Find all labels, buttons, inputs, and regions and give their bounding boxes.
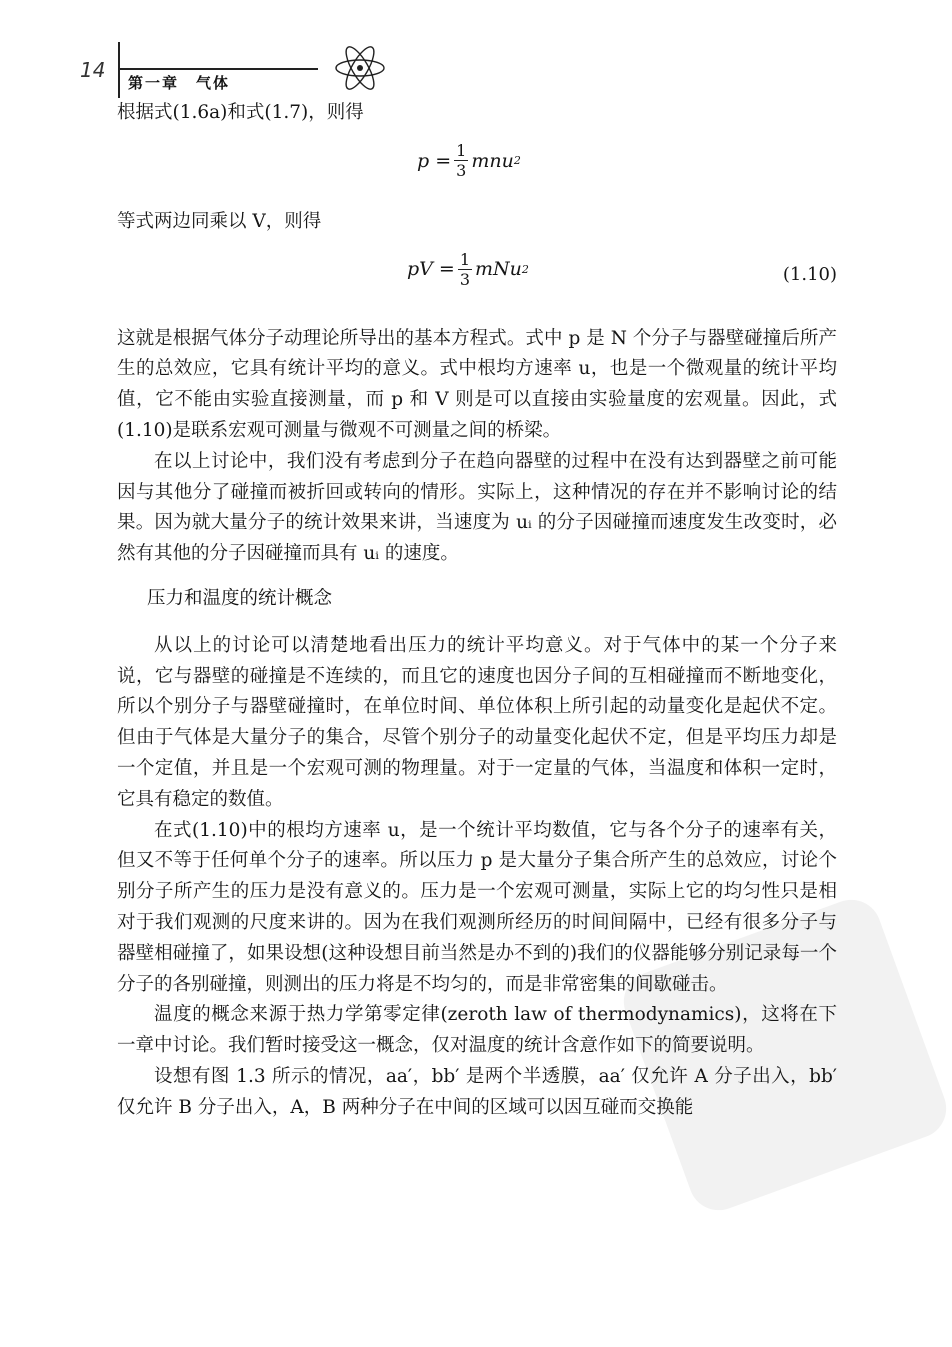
eq1-fraction [454,141,468,181]
atom-icon [332,42,388,94]
eq2-fraction [458,250,472,290]
eq1-exponent: 2 [513,154,521,168]
page-body [117,98,837,1124]
header-vertical-rule [118,42,120,98]
intro-text: 根据式(1.6a)和式(1.7)，则得 [117,102,364,123]
equation-1 [117,129,837,207]
paragraph-2: 在以上讨论中，我们没有考虑到分子在趋向器壁的过程中在没有达到器壁之前可能因与其他分了碰撞而被折回或转向的情形。实际上，这种情况的存在并不影响讨论的结果。因为就大量分子的统计效果来讲，当速度为 uᵢ 的分子因碰撞而速度发生改变时，必然有其他的分子因碰撞而具有 uᵢ 的速度。 [117,450,837,565]
paragraph-5: 温度的概念来源于热力学第零定律(zeroth law of thermodynamics)，这将在下一章中讨论。我们暂时接受这一概念，仅对温度的统计含意作如下的简要说明。 [117,1004,837,1057]
equation-2 [117,238,837,316]
eq2-exponent: 2 [521,262,529,276]
eq1-denominator: 3 [456,161,467,181]
paragraph-6: 设想有图 1.3 所示的情况，aa′，bb′ 是两个半透膜，aa′ 仅允许 A 分子出入，bb′ 仅允许 B 分子出入，A，B 两种分子在中间的区域可以因互碰而交换能 [117,1065,837,1118]
page-number: 14 [80,58,106,82]
paragraph-4: 在式(1.10)中的根均方速率 u，是一个统计平均数值，它与各个分子的速率有关，但又不等于任何单个分子的速率。所以压力 p 是大量分子集合所产生的总效应，讨论个别分子所产生的压力是没有意义的。压力是一个宏观可测量，实际上它的均匀性只是相对于我们观测的尺度来讲的。因为在我们观测所经历的时间间隔中，已经有很多分子与器壁相碰撞了，如果设想(这种设想目前当然是办不到的)我们的仪器能够分别记录每一个分子的各别碰撞，则测出的压力将是不均匀的，而是非常密集的间歇碰击。 [117,819,837,995]
eq1-numerator: 1 [456,140,467,160]
chapter-title: 第一章 气体 [128,74,231,92]
header-horizontal-rule [118,68,318,70]
page-header [80,42,380,98]
eq2-rhs: mNu [475,258,522,281]
eq2-lhs: pV = [407,258,455,281]
section-heading: 压力和温度的统计概念 [147,587,333,609]
paragraph-3: 从以上的讨论可以清楚地看出压力的统计平均意义。对于气体中的某一个分子来说，它与器壁的碰撞是不连续的，而且它的速度也因分子间的互相碰撞而不断地变化，所以个别分子与器壁碰撞时，在单位时间、单位体积上所引起的动量变化是起伏不定。但由于气体是大量分子的集合，尽管个别分子的动量变化起伏不定，但是平均压力却是一个定值，并且是一个宏观可测的物理量。对于一定量的气体，当温度和体积一定时，它具有稳定的数值。 [117,634,837,810]
paragraph-1: 这就是根据气体分子动理论所导出的基本方程式。式中 p 是 N 个分子与器壁碰撞后所产生的总效应，它具有统计平均的意义。式中根均方速率 u，也是一个微观量的统计平均值，它不能由实验直接测量，而 p 和 V 则是可以直接由实验量度的宏观量。因此，式(1.10)是联系宏观可测量与微观不可测量之间的桥梁。 [117,327,837,441]
equation-number: (1.10) [782,263,837,285]
line-2: 等式两边同乘以 V，则得 [117,210,322,232]
eq2-numerator: 1 [459,249,471,269]
eq2-denominator: 3 [459,270,471,290]
eq1-lhs: p = [417,149,452,172]
eq1-rhs: mnu [471,149,514,172]
